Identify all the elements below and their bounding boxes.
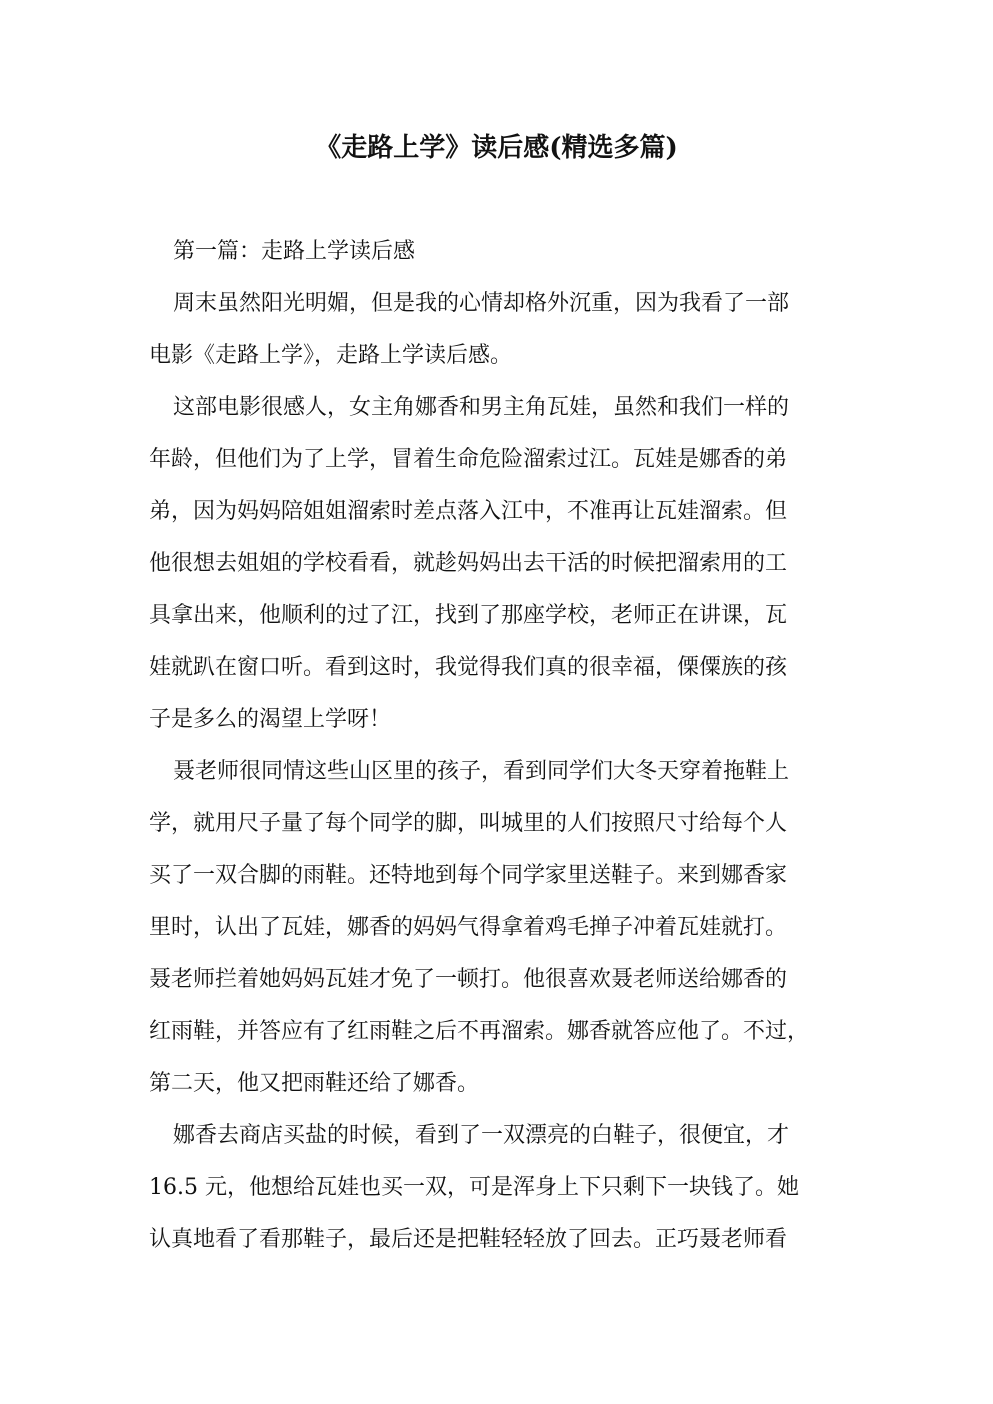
document-title: 《走路上学》读后感(精选多篇) <box>315 133 678 163</box>
paragraph-line: 子是多么的渴望上学呀！ <box>149 707 392 732</box>
paragraph-line: 他很想去姐姐的学校看看，就趁妈妈出去干活的时候把溜索用的工 <box>149 551 788 576</box>
paragraph-line: 这部电影很感人，女主角娜香和男主角瓦娃，虽然和我们一样的 <box>173 395 790 420</box>
paragraph-line: 里时，认出了瓦娃，娜香的妈妈气得拿着鸡毛掸子冲着瓦娃就打。 <box>149 915 788 940</box>
paragraph-line: 第二天，他又把雨鞋还给了娜香。 <box>149 1071 480 1096</box>
paragraph-line: 16.5 元，他想给瓦娃也买一双，可是浑身上下只剩下一块钱了。她 <box>149 1175 799 1200</box>
paragraph-line: 认真地看了看那鞋子，最后还是把鞋轻轻放了回去。正巧聂老师看 <box>149 1227 788 1252</box>
paragraph-line: 周末虽然阳光明媚，但是我的心情却格外沉重，因为我看了一部 <box>173 291 790 316</box>
section-heading: 第一篇：走路上学读后感 <box>173 239 416 264</box>
paragraph-line: 弟，因为妈妈陪姐姐溜索时差点落入江中，不准再让瓦娃溜索。但 <box>149 499 788 524</box>
paragraph-line: 红雨鞋，并答应有了红雨鞋之后不再溜索。娜香就答应他了。不过， <box>149 1019 810 1044</box>
paragraph-line: 学，就用尺子量了每个同学的脚，叫城里的人们按照尺寸给每个人 <box>149 811 788 836</box>
paragraph-line: 聂老师拦着她妈妈瓦娃才免了一顿打。他很喜欢聂老师送给娜香的 <box>149 967 788 992</box>
paragraph-line: 具拿出来，他顺利的过了江，找到了那座学校，老师正在讲课，瓦 <box>149 603 788 628</box>
paragraph-line: 买了一双合脚的雨鞋。还特地到每个同学家里送鞋子。来到娜香家 <box>149 863 788 888</box>
paragraph-line: 聂老师很同情这些山区里的孩子，看到同学们大冬天穿着拖鞋上 <box>173 759 790 784</box>
paragraph-line: 娃就趴在窗口听。看到这时，我觉得我们真的很幸福，傈僳族的孩 <box>149 655 788 680</box>
paragraph-line: 年龄，但他们为了上学，冒着生命危险溜索过江。瓦娃是娜香的弟 <box>149 447 788 472</box>
paragraph-line: 电影《走路上学》，走路上学读后感。 <box>149 343 513 368</box>
paragraph-line: 娜香去商店买盐的时候，看到了一双漂亮的白鞋子，很便宜，才 <box>173 1123 790 1148</box>
